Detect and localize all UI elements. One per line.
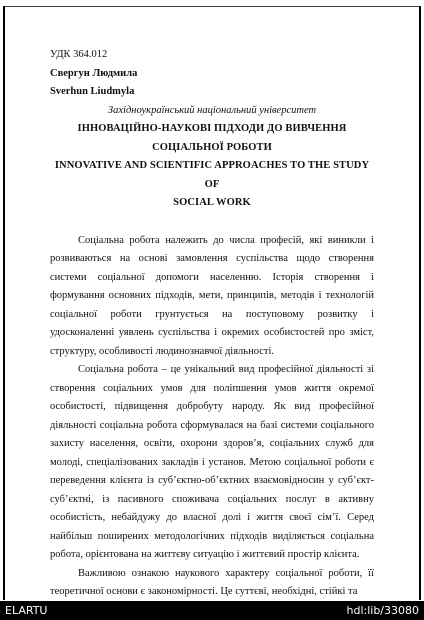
title-ua-line-1: ІННОВАЦІЙНО-НАУКОВІ ПІДХОДИ ДО ВИВЧЕННЯ xyxy=(77,123,347,134)
scan-border-top xyxy=(3,6,421,7)
udk-code: УДК 364.012 xyxy=(50,49,108,60)
scan-border-right xyxy=(419,6,421,600)
author-en: Sverhun Liudmyla xyxy=(50,86,135,97)
spacer xyxy=(50,213,374,232)
author-ua: Свергун Людмила xyxy=(50,67,138,79)
footer-repository-name: ELARTU xyxy=(5,604,48,617)
title-en-line-1: INNOVATIVE AND SCIENTIFIC APPROACHES TO THE STUDY OF xyxy=(54,160,370,190)
paragraph-1: Соціальна робота належить до числа професій, які виникли і розвиваються на основі замовлення суспільства щодо створення системи соціальної допомоги населенню. Історія створення і формування основних підходів, мети, принципів, методів і технологій соціальної роботи грунтується на поступовому розвитку і удосконаленні уявлень суспільства і окремих особистостей про зміст, структуру, особливості людинознавчої діяльності. xyxy=(50,234,374,357)
title-ua-line-2: СОЦІАЛЬНОЇ РОБОТИ xyxy=(152,141,272,153)
affiliation: Західноукраїнський національний університет xyxy=(107,104,317,116)
title-en-line-2: SOCIAL WORK xyxy=(173,197,251,208)
paragraph-3: Важливою ознакою наукового характеру соціальної роботи, її теоретичної основи є закономірності. Це суттєві, необхідні, стійкі та xyxy=(50,567,374,597)
footer-bar xyxy=(0,601,424,620)
paragraph-2: Соціальна робота – це унікальний вид професійної діяльності зі створення соціальних умов для поліпшення умов життя окремої особистості, підвищення добробуту народу. Як вид професійної діяльності соціальна робота сформувалася на базі системи соціального захисту населення, освіти, охорони здоров’я, соціальних служб для молоді, спеціалізованих закладів і установ. Метою соціальної роботи є переведення клієнта із суб’єктно-об’єктних взаємовідносин у суб’єкт-суб’єктні, із пасивного споживача соціальних послуг в активну особистість, небайдужу до власної долі і життя своєї сім’ї. Серед найбільш поширених методологічних підходів виділяється соціальна робота, орієнтована на життєву ситуацію і життєвий простір клієнта. xyxy=(50,364,374,560)
paper-content xyxy=(50,46,374,602)
footer-handle: hdl:lib/33080 xyxy=(346,604,419,617)
scan-border-left xyxy=(3,6,5,600)
